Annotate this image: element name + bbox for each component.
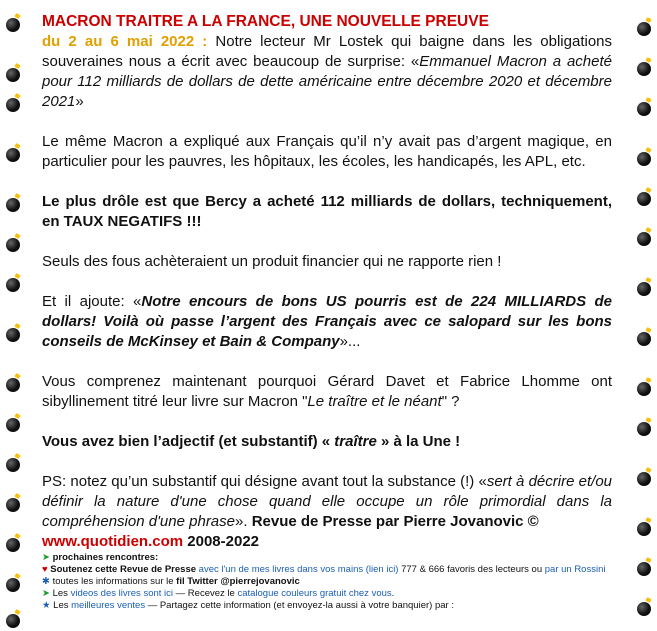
ps-end: ». [235, 513, 252, 530]
paragraph-intro [42, 32, 612, 112]
bomb-icon [637, 102, 651, 116]
bomb-icon [6, 198, 20, 212]
bomb-icon [637, 332, 651, 346]
paragraph-ps [42, 472, 612, 552]
article-title: MACRON TRAITRE A LA FRANCE, UNE NOUVELLE PREUVE [42, 13, 489, 30]
bomb-icon [637, 192, 651, 206]
paragraph-addition [42, 292, 612, 352]
intro-quote-end: » [75, 93, 84, 110]
bomb-icon [637, 232, 651, 246]
catalogue-link[interactable]: catalogue couleurs gratuit chez vous [237, 588, 392, 599]
bomb-icon [637, 562, 651, 576]
site-link[interactable]: www.quotidien.com [42, 533, 184, 550]
book-start: Vous comprenez maintenant pourquoi Gérard Davet et Fabrice Lhomme ont sibyllinement titré leur livre sur Macron " [42, 373, 612, 410]
bomb-icon [6, 614, 20, 628]
paragraph-adjective [42, 432, 612, 452]
bomb-icon [6, 498, 20, 512]
bomb-icon [637, 422, 651, 436]
bomb-icon [637, 382, 651, 396]
videos-end: . [391, 588, 395, 599]
support-rest: 777 & 666 favoris des lecteurs ou [398, 564, 545, 575]
bomb-icon [6, 458, 20, 472]
bomb-icon [637, 282, 651, 296]
article [42, 12, 612, 612]
paragraph-magic-money: Le même Macron a expliqué aux Français qu’il n’y avait pas d’argent magique, en particulier pour les pauvres, les hôpitaux, les écoles, les handicapés, les APL, etc. [42, 133, 612, 170]
bomb-icon [6, 578, 20, 592]
right-bomb-border [627, 0, 657, 631]
intro-quote: Emmanuel Macron a acheté pour 112 milliards de dollars de dette américaine entre décembre 2020 et décembre 2021 [42, 53, 612, 110]
arrow-icon: ➤ [42, 552, 50, 563]
bomb-icon [6, 148, 20, 162]
book-title: Le traître et le néant [307, 393, 442, 410]
bomb-icon [6, 538, 20, 552]
footer-line-sales [42, 600, 612, 612]
signature: Revue de Presse par Pierre Jovanovic © [251, 513, 539, 530]
site-years: 2008-2022 [183, 533, 260, 550]
rossini-link[interactable]: par un Rossini [544, 564, 606, 575]
bomb-icon [6, 378, 20, 392]
adjective-start: Vous avez bien l’adjectif (et substantif) « [42, 433, 335, 450]
videos-link[interactable]: videos des livres sont ici [70, 588, 174, 599]
ps-start: PS: notez qu’un substantif qui désigne avant tout la substance (!) « [42, 473, 487, 490]
bomb-icon [637, 472, 651, 486]
bomb-icon [637, 62, 651, 76]
bomb-icon [637, 602, 651, 616]
article-date: du 2 au 6 mai 2022 : [42, 33, 208, 50]
adjective-word: traître [334, 433, 377, 450]
bomb-icon [637, 152, 651, 166]
bomb-icon [6, 238, 20, 252]
bomb-icon [637, 22, 651, 36]
bomb-icon [6, 418, 20, 432]
sales-end: — Partagez cette information (et envoyez-la aussi à votre banquier) par : [145, 600, 454, 611]
bomb-icon [637, 522, 651, 536]
books-link[interactable]: avec l'un de mes livres dans vos mains (lien ici) [198, 564, 399, 575]
support-label: Soutenez cette Revue de Presse [50, 564, 197, 575]
ps-quote: sert à décrire et/ou définir la nature d'une chose quand elle occupe un rôle primordial dans la compréhension d'une phrase [42, 473, 613, 530]
paragraph-book [42, 372, 612, 412]
heart-icon: ♥ [42, 564, 48, 575]
videos-mid: — Recevez le [173, 588, 238, 599]
bomb-icon [6, 68, 20, 82]
arrow-icon: ➤ [42, 588, 50, 599]
left-bomb-border [0, 0, 30, 631]
twitter-link[interactable]: fil Twitter @pierrejovanovic [176, 576, 300, 587]
addition-quote: Notre encours de bons US pourris est de 224 MILLIARDS de dollars! Voilà où passe l’argent des Français avec ce salopard sur les bons conseils de McKinsey et Bain & Company [42, 293, 613, 350]
paragraph-fools: Seuls des fous achèteraient un produit financier qui ne rapporte rien ! [42, 253, 502, 270]
snowflake-icon: ✱ [42, 576, 50, 587]
intro-text: Notre lecteur Mr Lostek qui baigne dans les obligations souveraines nous a écrit avec beaucoup de surprise: « [42, 33, 613, 70]
adjective-end: » à la Une ! [376, 433, 461, 450]
bomb-icon [6, 18, 20, 32]
best-sales-link[interactable]: meilleures ventes [71, 600, 146, 611]
addition-start: Et il ajoute: « [42, 293, 142, 310]
addition-end: »... [339, 333, 361, 350]
star-icon: ★ [42, 600, 51, 611]
sales-start: Les [53, 600, 72, 611]
meetings-label[interactable]: prochaines rencontres: [52, 552, 159, 563]
bomb-icon [6, 328, 20, 342]
twitter-start: toutes les informations sur le [52, 576, 177, 587]
footer-line-twitter [42, 576, 612, 588]
bomb-icon [6, 98, 20, 112]
paragraph-negative-rates: Le plus drôle est que Bercy a acheté 112 milliards de dollars, techniquement, en TAUX NEGATIFS !!! [42, 193, 612, 230]
videos-start: Les [52, 588, 71, 599]
bomb-icon [6, 278, 20, 292]
footer-line-support [42, 564, 612, 576]
book-end: " ? [441, 393, 460, 410]
footer-line-meetings [42, 552, 612, 564]
footer-line-videos [42, 588, 612, 600]
